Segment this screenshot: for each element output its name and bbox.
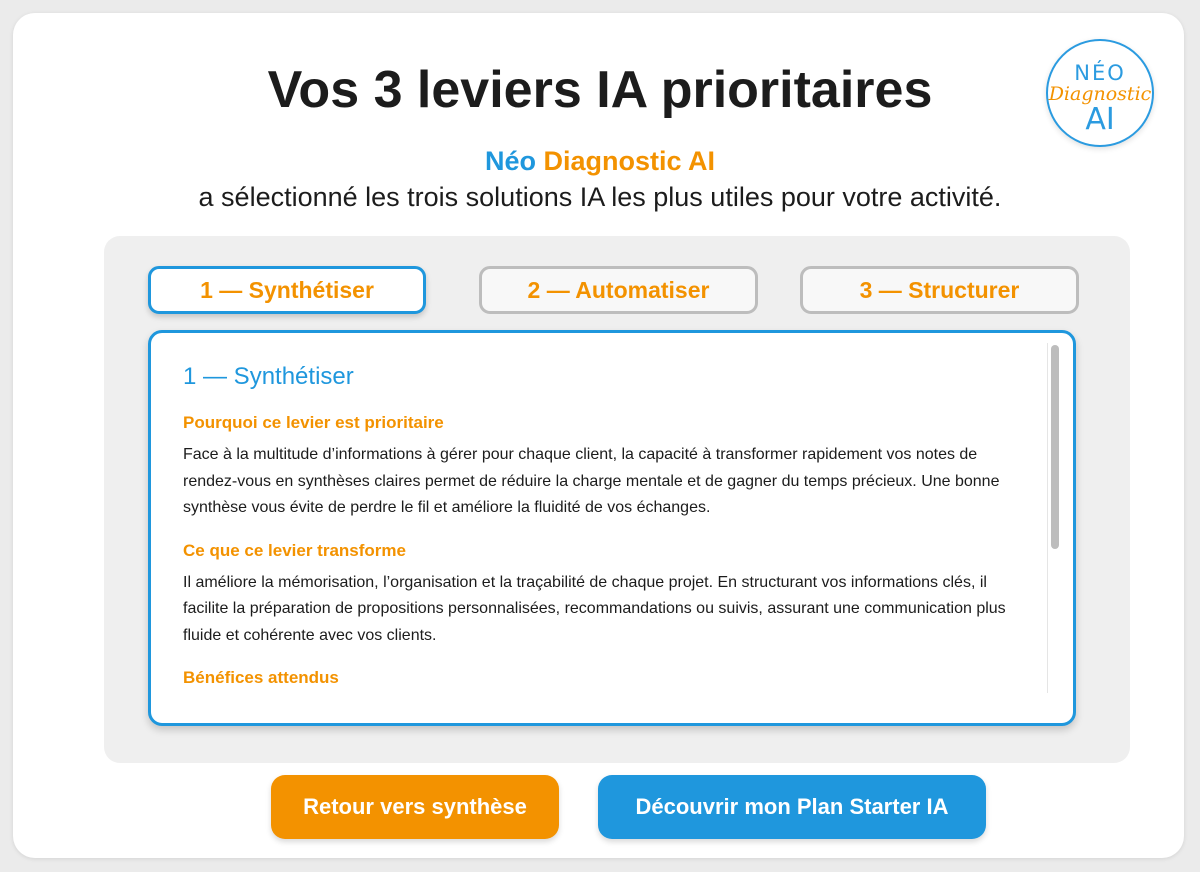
back-to-synthesis-button[interactable]: Retour vers synthèse <box>271 775 559 839</box>
section-heading-why: Pourquoi ce levier est prioritaire <box>183 413 444 432</box>
section-text-transforms: Il améliore la mémorisation, l’organisation et la traçabilité de chaque projet. En structurant vos informations clés, il facilite la préparation de propositions personnalisées, recommandations ou suivis, assurant une communication plus fluide et cohérente avec vos clients. <box>183 573 1006 644</box>
page-title: Vos 3 leviers IA prioritaires <box>267 61 933 119</box>
scrollbar-thumb[interactable] <box>1051 345 1059 549</box>
logo-line-2: Diagnostic <box>1048 83 1152 105</box>
brand-part-2: Diagnostic AI <box>543 146 716 176</box>
tab-automatiser[interactable]: 2 — Automatiser <box>479 266 758 314</box>
lever-content-scroll-area <box>183 363 1023 693</box>
logo-line-1: NÉO <box>1074 61 1126 85</box>
brand-name <box>0 146 1200 177</box>
brand-part-1: Néo <box>484 146 536 176</box>
section-heading-benefits: Bénéfices attendus <box>183 668 339 687</box>
section-text-why: Face à la multitude d’informations à gérer pour chaque client, la capacité à transformer rapidement vos notes de rendez-vous en synthèses claires permet de réduire la charge mentale et de gagner du temps précieux. Une bonne synthèse vous évite de perdre le fil et améliore la fluidité de vos échanges. <box>183 446 1000 516</box>
discover-starter-plan-button[interactable]: Découvrir mon Plan Starter IA <box>598 775 986 839</box>
lever-content-box[interactable] <box>148 330 1076 726</box>
tab-synthetiser[interactable]: 1 — Synthétiser <box>148 266 426 314</box>
tab-structurer[interactable]: 3 — Structurer <box>800 266 1079 314</box>
page-subtitle: a sélectionné les trois solutions IA les plus utiles pour votre activité. <box>198 182 1002 212</box>
lever-title: 1 — Synthétiser <box>183 363 354 390</box>
logo-line-3: AI <box>1085 102 1115 137</box>
section-heading-transforms: Ce que ce levier transforme <box>183 540 406 560</box>
content-scrollbar[interactable] <box>1047 343 1061 693</box>
